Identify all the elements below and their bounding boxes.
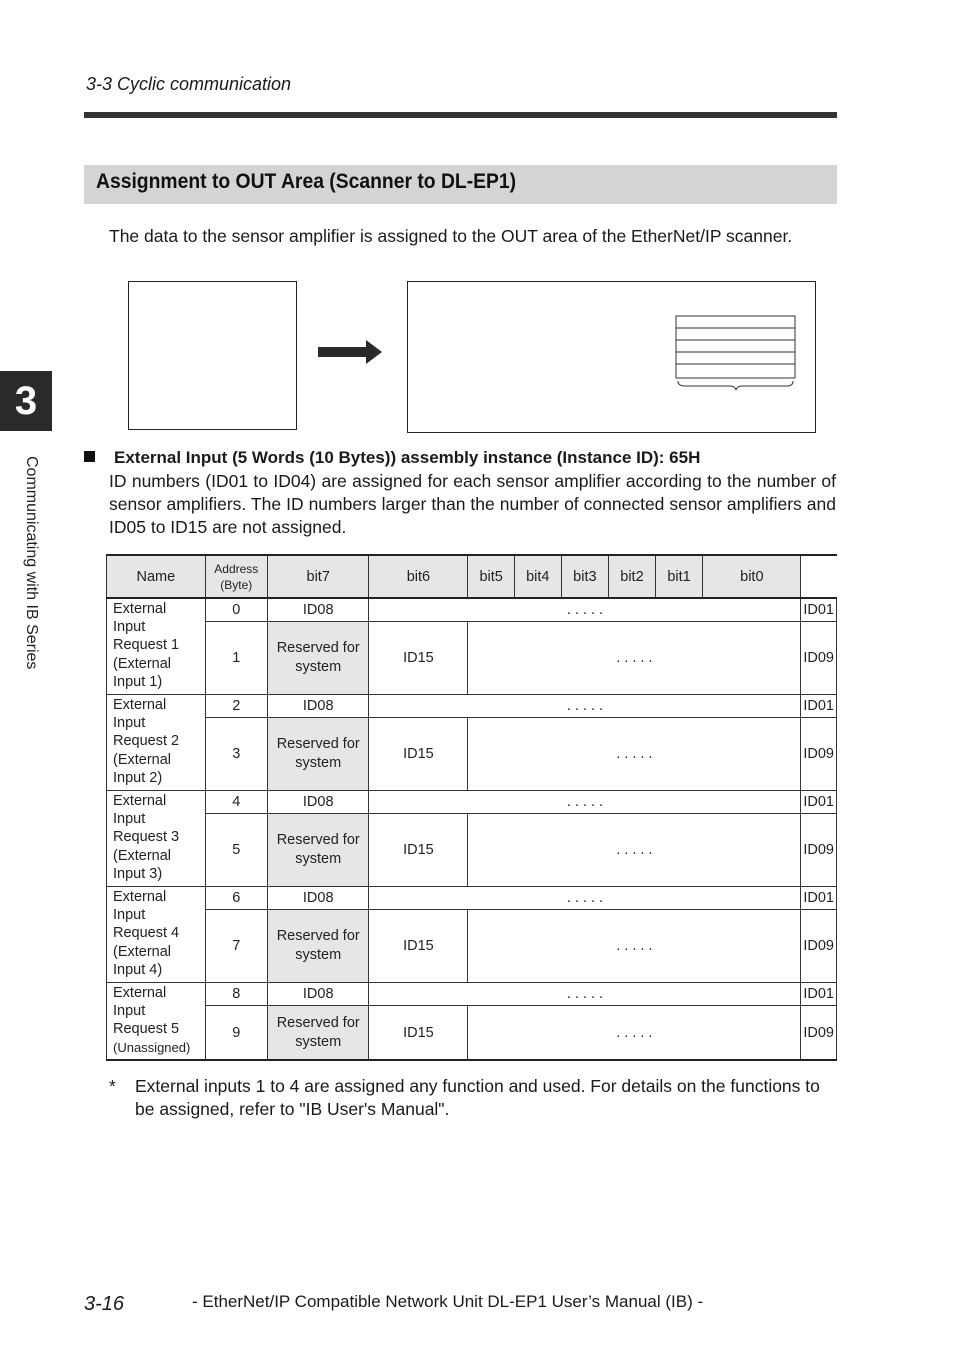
bit7-cell: ID08 [267, 791, 369, 814]
header-bit6: bit6 [369, 555, 468, 598]
heading-bar [84, 165, 837, 204]
address-cell: 1 [205, 622, 267, 695]
header-bit7: bit7 [267, 555, 369, 598]
bit0-cell: ID09 [801, 1006, 837, 1061]
row-name-line: (External [113, 655, 172, 672]
footnote [109, 1075, 829, 1121]
square-bullet-icon [84, 451, 95, 462]
row-name-cell [107, 791, 206, 887]
row-name-line: External [113, 697, 167, 713]
footnote-text: External inputs 1 to 4 are assigned any function and used. For details on the functions to be assigned, refer to "IB User's Manual". [135, 1076, 820, 1119]
address-cell: 0 [205, 598, 267, 622]
out-area-map [675, 315, 797, 391]
sensor-unit-box [407, 281, 816, 433]
ellipsis-cell: . . . . . [369, 791, 801, 814]
table-row [107, 718, 837, 791]
header-bit1: bit1 [655, 555, 703, 598]
row-name-line: Input 2) [113, 769, 163, 786]
row-name-line: Request 2 [113, 733, 180, 750]
address-cell: 5 [205, 814, 267, 887]
table-row [107, 791, 837, 814]
bullet-body: ID numbers (ID01 to ID04) are assigned for each sensor amplifier according to the number of sensor amplifiers. The ID numbers larger than the number of connected sensor amplifiers and ID05 to ID15 are not assigned. [109, 471, 836, 537]
chapter-tab: 3 [0, 371, 52, 431]
bit0-cell: ID01 [801, 887, 837, 910]
bullet-heading-text: External Input (5 Words (10 Bytes)) assembly instance (Instance ID): 65H [114, 448, 701, 467]
row-name-line: Request 4 [113, 925, 180, 942]
address-cell: 3 [205, 718, 267, 791]
row-name-line: Input [113, 907, 146, 924]
row-name-line: Input 3) [113, 865, 163, 882]
row-name-cell [107, 983, 206, 1061]
table-row [107, 983, 837, 1006]
row-name-line: External [113, 601, 167, 617]
row-name-line: Input 1) [113, 673, 163, 690]
address-cell: 8 [205, 983, 267, 1006]
bit6-cell: ID15 [369, 814, 468, 887]
reserved-cell: Reserved for system [267, 622, 369, 695]
bit7-cell: ID08 [267, 983, 369, 1006]
footnote-marker: * [109, 1076, 116, 1096]
address-cell: 4 [205, 791, 267, 814]
ellipsis-cell: . . . . . [468, 718, 801, 791]
ellipsis-cell: . . . . . [369, 983, 801, 1006]
table-row [107, 598, 837, 622]
row-name-line: Input [113, 715, 146, 732]
bit0-cell: ID09 [801, 910, 837, 983]
bit0-cell: ID09 [801, 814, 837, 887]
ellipsis-cell: . . . . . [468, 622, 801, 695]
bit0-cell: ID01 [801, 791, 837, 814]
address-cell: 7 [205, 910, 267, 983]
header-bit0: bit0 [703, 555, 801, 598]
row-name-line: Input [113, 619, 146, 636]
row-name-line: (Unassigned) [113, 1039, 191, 1055]
assignment-table [106, 554, 837, 1061]
header-address [205, 555, 267, 598]
row-name-line: Input 4) [113, 961, 163, 978]
header-name: Name [107, 555, 206, 598]
header-address-line2: (Byte) [220, 577, 253, 592]
table-row [107, 622, 837, 695]
reserved-cell: Reserved for system [267, 814, 369, 887]
table-header-row [107, 555, 837, 598]
row-name-line: External [113, 793, 167, 809]
row-name-line: Input [113, 1003, 146, 1020]
bit0-cell: ID01 [801, 983, 837, 1006]
bit6-cell: ID15 [369, 622, 468, 695]
ellipsis-cell: . . . . . [369, 887, 801, 910]
ellipsis-cell: . . . . . [468, 1006, 801, 1061]
row-name-line: Request 5 [113, 1021, 180, 1038]
header-bit2: bit2 [609, 555, 656, 598]
bit0-cell: ID09 [801, 718, 837, 791]
bit7-cell: ID08 [267, 598, 369, 622]
reserved-cell: Reserved for system [267, 718, 369, 791]
bit7-cell: ID08 [267, 887, 369, 910]
chapter-side-label: Communicating with IB Series [23, 456, 40, 670]
reserved-cell: Reserved for system [267, 1006, 369, 1061]
table-row [107, 695, 837, 718]
table-row [107, 1006, 837, 1061]
header-address-line1: Address [214, 561, 259, 576]
row-name-line: (External [113, 943, 172, 960]
header-bit5: bit5 [468, 555, 515, 598]
row-name-line: (External [113, 847, 172, 864]
row-name-cell [107, 887, 206, 983]
bit6-cell: ID15 [369, 910, 468, 983]
address-cell: 2 [205, 695, 267, 718]
bit7-cell: ID08 [267, 695, 369, 718]
row-name-cell [107, 695, 206, 791]
row-name-line: Request 1 [113, 637, 180, 654]
row-name-line: External [113, 889, 167, 905]
footer-manual-title: - EtherNet/IP Compatible Network Unit DL-EP1 User’s Manual (IB) - [192, 1292, 704, 1311]
ellipsis-cell: . . . . . [369, 695, 801, 718]
ellipsis-cell: . . . . . [468, 814, 801, 887]
address-cell: 6 [205, 887, 267, 910]
header-bit3: bit3 [561, 555, 609, 598]
ellipsis-cell: . . . . . [468, 910, 801, 983]
table-row [107, 887, 837, 910]
row-name-line: External [113, 985, 167, 1001]
bit6-cell: ID15 [369, 1006, 468, 1061]
reserved-cell: Reserved for system [267, 910, 369, 983]
bit0-cell: ID09 [801, 622, 837, 695]
header-rule [84, 112, 837, 118]
ellipsis-cell: . . . . . [369, 598, 801, 622]
scanner-box [128, 281, 297, 430]
intro-paragraph: The data to the sensor amplifier is assigned to the OUT area of the EtherNet/IP scanner. [109, 226, 793, 246]
bit0-cell: ID01 [801, 695, 837, 718]
table-row [107, 910, 837, 983]
section-title: 3-3 Cyclic communication [86, 74, 292, 94]
bit6-cell: ID15 [369, 718, 468, 791]
table-row [107, 814, 837, 887]
bit0-cell: ID01 [801, 598, 837, 622]
header-bit4: bit4 [514, 555, 561, 598]
row-name-cell [107, 598, 206, 695]
page-number: 3-16 [84, 1293, 125, 1315]
bullet-heading [84, 448, 700, 468]
row-name-line: Request 3 [113, 829, 180, 846]
arrow-right-icon [316, 338, 384, 366]
row-name-line: Input [113, 811, 146, 828]
address-cell: 9 [205, 1006, 267, 1061]
row-name-line: (External [113, 751, 172, 768]
page-heading: Assignment to OUT Area (Scanner to DL-EP1) [96, 170, 517, 193]
